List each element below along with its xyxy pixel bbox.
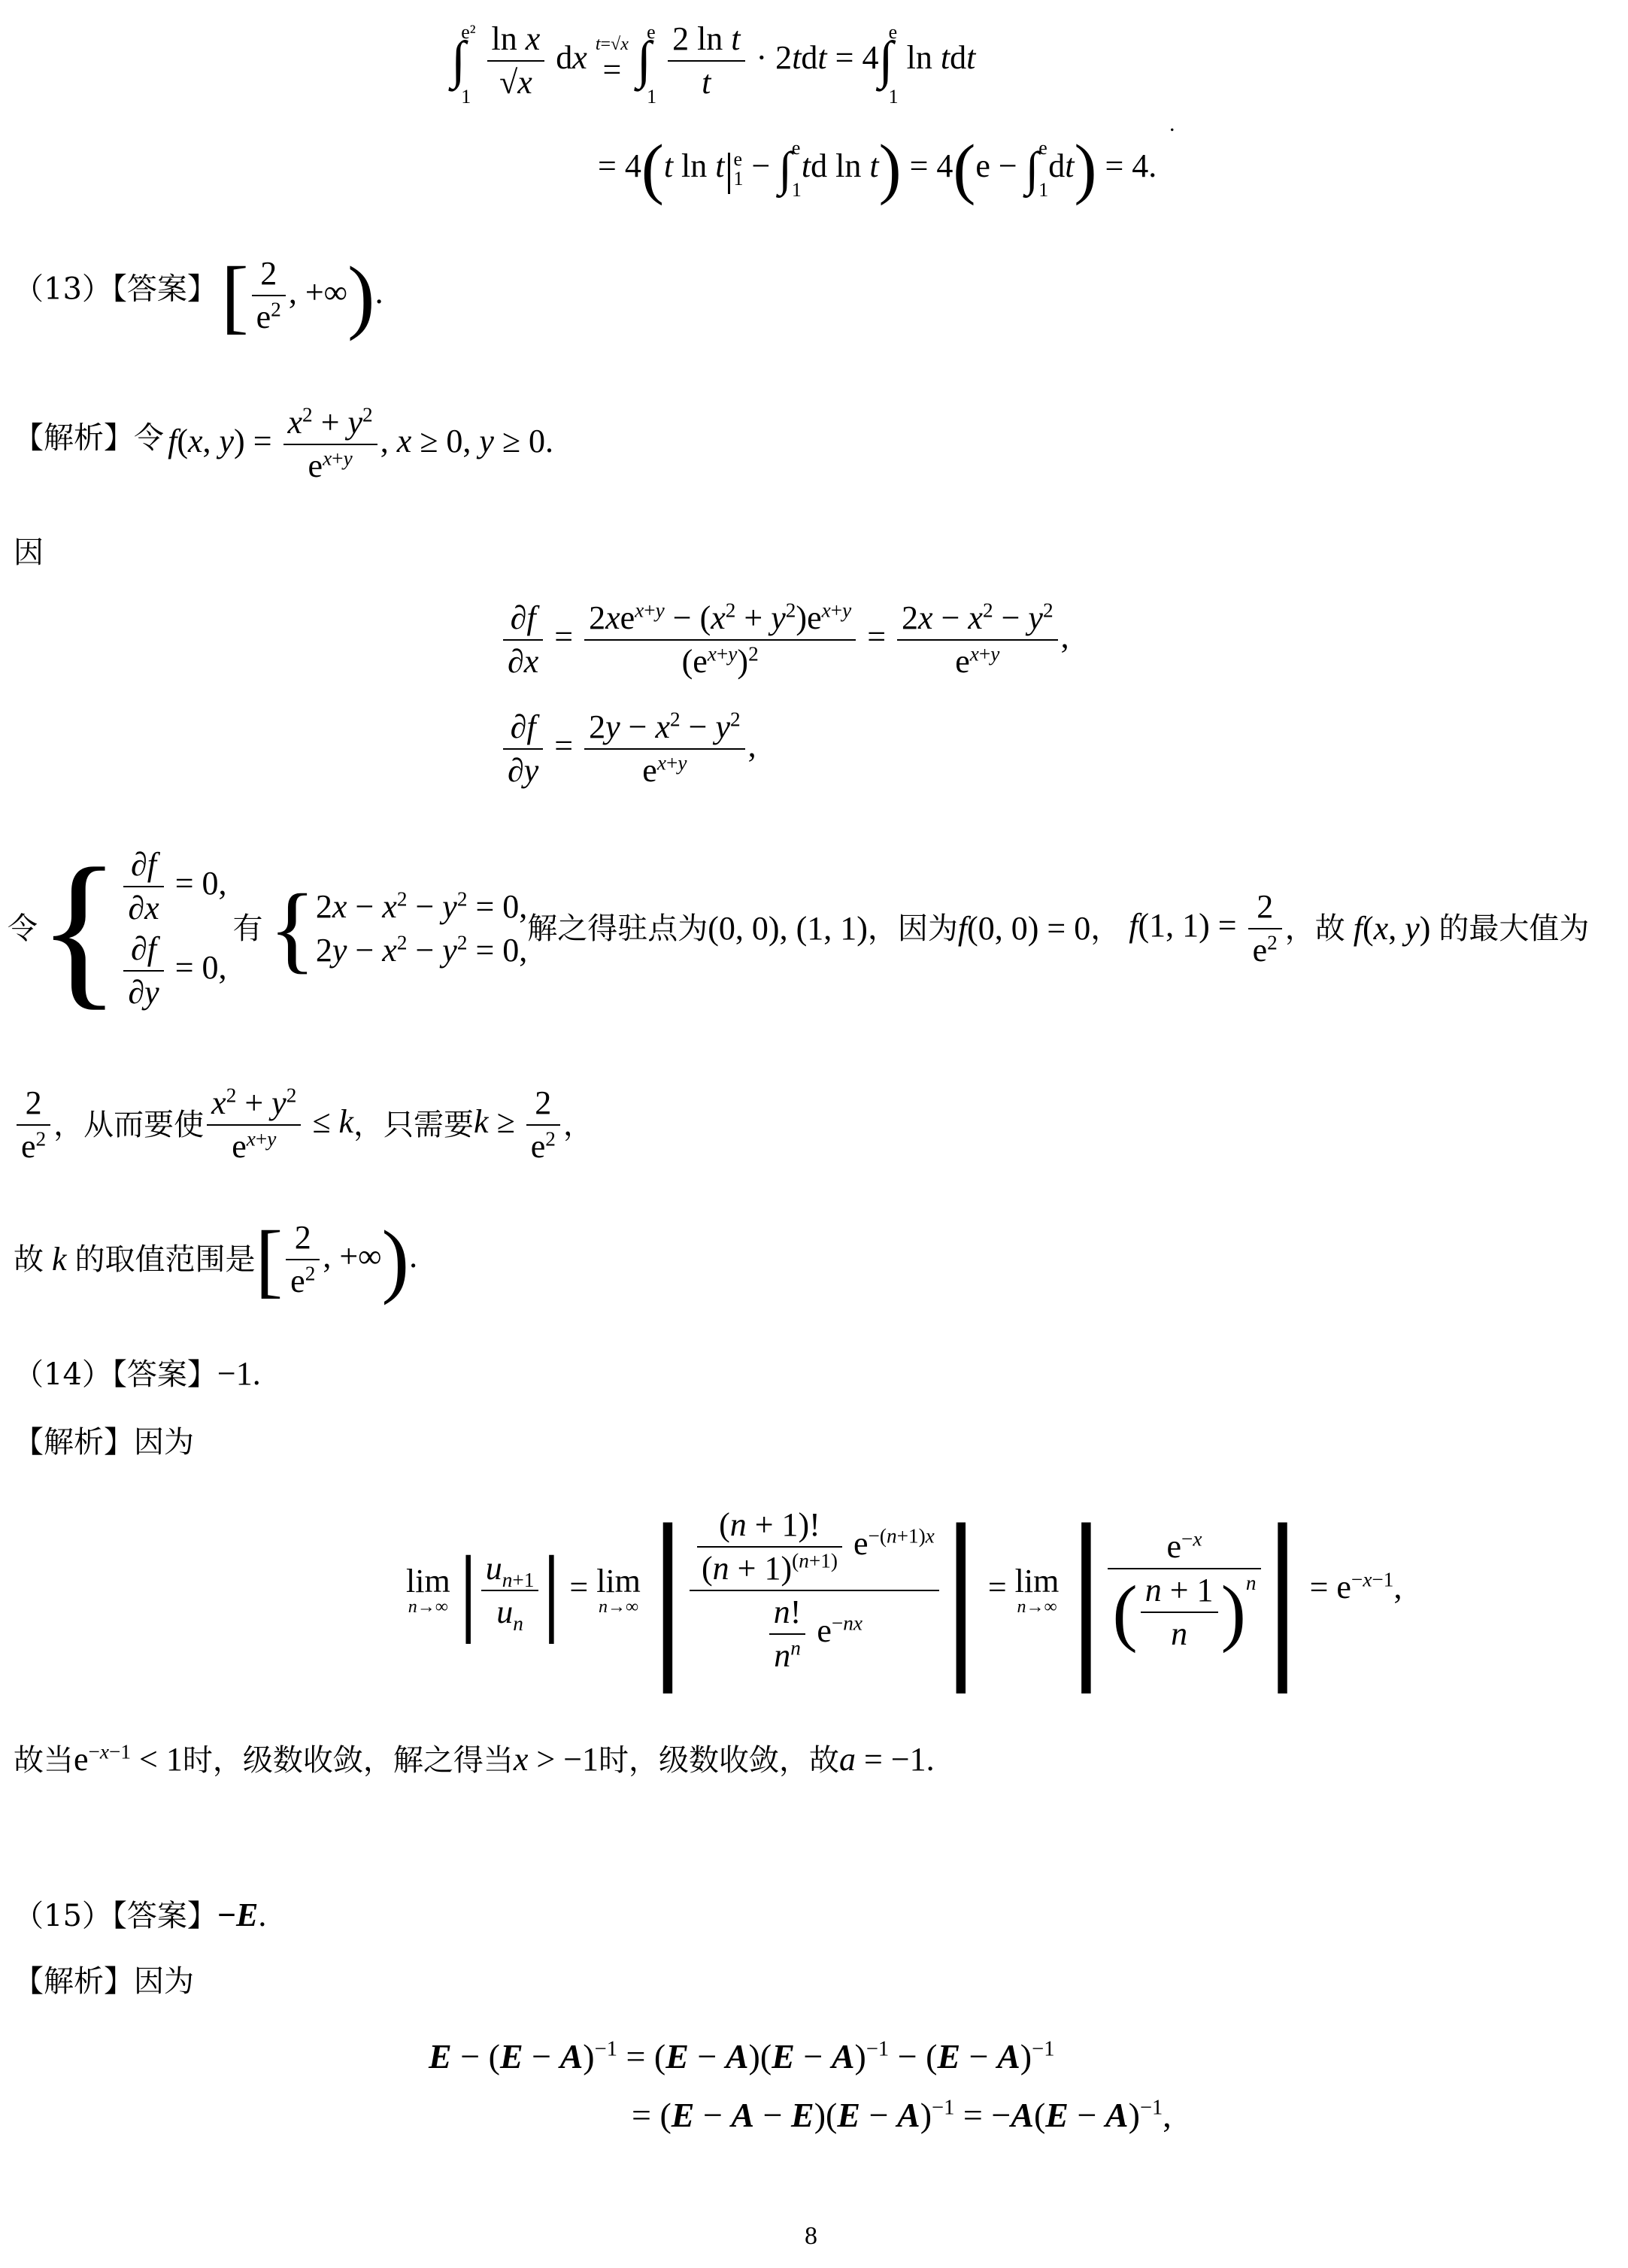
q13-line2-text1: ，从而要使 xyxy=(53,1108,205,1142)
q15-analysis: 【解析】因为 xyxy=(14,1964,194,1999)
q14-conclusion-2: 时，级数收敛，解之得当 xyxy=(182,1743,514,1778)
q13-let: 令 xyxy=(8,911,38,946)
q14-analysis: 【解析】因为 xyxy=(14,1425,194,1460)
q13-because2: ，因为 xyxy=(867,911,958,946)
q13-line2-end: ， xyxy=(562,1108,593,1142)
q13-analysis-line: 【解析】令 f(x, y) = $\frac{x^2 + y^2}{e^{x+y}}$ , x ≥ 0, y ≥ 0. xyxy=(14,403,554,484)
q13-label: （13）【答案】 xyxy=(14,271,217,307)
q15-answer-line: （15）【答案】−E. xyxy=(14,1897,267,1933)
q15-equation-line2: = $(E - A - E)(E - A)^{-1} = -A(E - A)^{-1}$, xyxy=(632,2096,1172,2134)
q13-condition-line: $\frac{2}{e^2}$ ，从而要使 $\frac{x^2 + y^2}{e^{x+y}}$ ≤ k，只需要k ≥ $\frac{2}{e^2}$ ， xyxy=(14,1087,593,1163)
q14-label: （14）【答案】 xyxy=(14,1357,217,1392)
intro-equation-line2: = 4(t ln t| e 1 − ∫ e 1 td ln t) = 4(e − ∫ e 1 dt) = 4. xyxy=(598,132,1157,206)
q14-conclusion: 故当$e^{-x-1} < 1$时，级数收敛，解之得当x > −1时，级数收敛，故a = −1. xyxy=(14,1740,935,1778)
q13-max-text: 的最大值为 xyxy=(1439,911,1590,946)
q13-system-line: 令{ $\frac{\partial f}{\partial x}$ = 0, $\frac{\partial f}{\partial y}$ = 0, 有{ $2x - x^2 - y^2 = 0$, $2y - x^2 - y^2 = 0$, 解之得驻点为(0, 0), (1, 1)，因为f(0, 0) = 0， f(1, 1) = $\frac{2}{e^2}$ ，故 f(x, y) 的最大值为 xyxy=(8,832,1590,1024)
q13-because: 因 xyxy=(14,535,44,570)
q14-conclusion-3: 时，级数收敛，故 xyxy=(599,1743,840,1778)
page-number: 8 xyxy=(805,2222,817,2250)
q13-range-text1: 故 xyxy=(14,1242,44,1277)
q13-partial-x: $\frac{\partial f}{\partial x}$ = $\frac{2xe^{x+y} - (x^2 + y^2)e^{x+y}}{(e^{x+y})^2}$ = $\frac{2x - x^2 - y^2}{e^{x+y}}$ , xyxy=(500,602,1069,678)
q14-conclusion-1: 故当 xyxy=(14,1743,74,1778)
q14-answer-line xyxy=(14,1357,261,1390)
q13-solve-text: 解之得驻点为 xyxy=(527,911,708,946)
q13-comma: ， xyxy=(1090,911,1121,946)
q13-have: 有 xyxy=(232,911,263,946)
q15-label: （15）【答案】 xyxy=(14,1899,217,1933)
q13-answer-line: （13）【答案】 [ $\frac{2}{e^2}$ , +∞). xyxy=(14,250,384,341)
q13-therefore: ，故 xyxy=(1284,911,1345,946)
q13-points: (0, 0), (1, 1) xyxy=(708,910,868,947)
q15-equation-line1: $E - (E - A)^{-1} = (E - A)(E - A)^{-1} - (E - A)^{-1}$ xyxy=(429,2037,1055,2075)
q13-range-line: 故 k 的取值范围是[ $\frac{2}{e^2}$ , +∞). xyxy=(14,1214,418,1305)
dot-mark: . xyxy=(1169,111,1175,136)
q14-answer: −1. xyxy=(217,1355,261,1392)
q13-partial-y: $\frac{\partial f}{\partial y}$ = $\frac{2y - x^2 - y^2}{e^{x+y}}$ , xyxy=(500,711,756,787)
q13-range-text2: 的取值范围是 xyxy=(74,1242,256,1277)
q13-analysis-label: 【解析】令 xyxy=(14,420,164,456)
intro-equation-line1: ∫ e² 1 $\frac{\text{ln x}}{√x}$ dx t=√x = ∫ e 1 $\frac{\text{2 ln t}}{t}$ · 2tdt = 4∫ e 1 ln tdt xyxy=(451,20,976,108)
q14-limit-equation: lim n→∞ | $\frac{u_{n+1}}{u_n}$ | = lim n→∞ | $\frac{(n + 1)!}{(n + 1)^{(n+1)}}$ $e^{-(n+1)x}$ $\frac{n!}{n^n}$ $e^{-nx}$ | = lim n→∞ | $e^{-x}$ ( $\frac{n + 1}{n}$ )$^n$ | = $e^{-x-1}$, xyxy=(406,1486,1402,1694)
q13-line2-text2: ，只需要 xyxy=(353,1108,474,1142)
